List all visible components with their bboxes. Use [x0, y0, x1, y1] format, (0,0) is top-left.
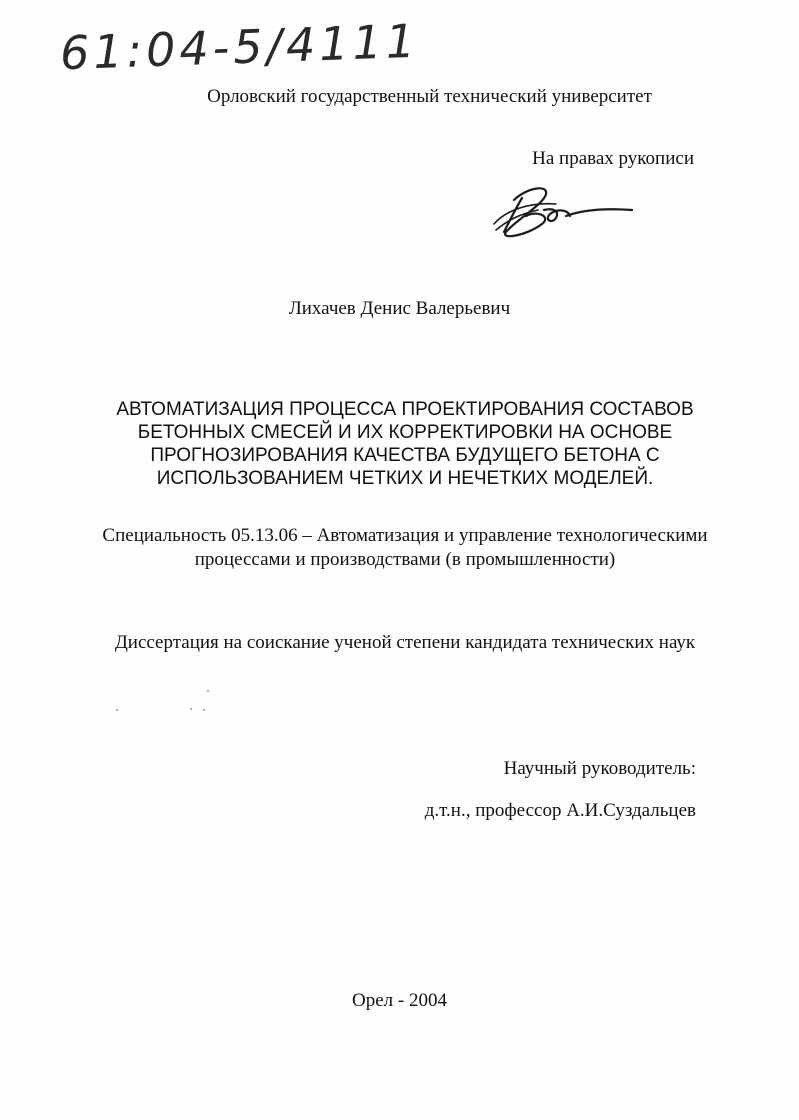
- scan-speck: [203, 709, 205, 711]
- title-line: ПРОГНОЗИРОВАНИЯ КАЧЕСТВА БУДУЩЕГО БЕТОНА С: [150, 445, 660, 466]
- author-signature: [486, 180, 636, 242]
- specialty-line: Специальность 05.13.06 – Автоматизация и управление технологическими: [102, 525, 708, 546]
- scan-speck: [190, 708, 192, 710]
- scan-speck: [116, 709, 118, 711]
- specialty-line: процессами и производствами (в промышленности): [194, 549, 616, 570]
- title-line: АВТОМАТИЗАЦИЯ ПРОЦЕССА ПРОЕКТИРОВАНИЯ СОСТАВОВ: [116, 399, 694, 420]
- scan-speck: [207, 690, 209, 692]
- advisor-name: д.т.н., профессор А.И.Суздальцев: [424, 800, 696, 821]
- title-line: ИСПОЛЬЗОВАНИЕМ ЧЕТКИХ И НЕЧЕТКИХ МОДЕЛЕЙ.: [156, 468, 654, 489]
- dissertation-title: [60, 398, 750, 490]
- archive-mark-handwritten: 61:04-5/4111: [59, 13, 420, 81]
- author-name: Лихачев Денис Валерьевич: [288, 298, 511, 319]
- advisor-label: Научный руководитель:: [503, 758, 696, 779]
- title-line: БЕТОННЫХ СМЕСЕЙ И ИХ КОРРЕКТИРОВКИ НА ОСНОВЕ: [137, 422, 673, 443]
- university-name: Орловский государственный технический университет: [207, 86, 652, 107]
- manuscript-rights-label: На правах рукописи: [532, 148, 694, 169]
- dissertation-degree-statement: Диссертация на соискание ученой степени кандидата технических наук: [114, 632, 696, 653]
- city-year: Орел - 2004: [352, 990, 447, 1011]
- specialty-block: [60, 524, 750, 572]
